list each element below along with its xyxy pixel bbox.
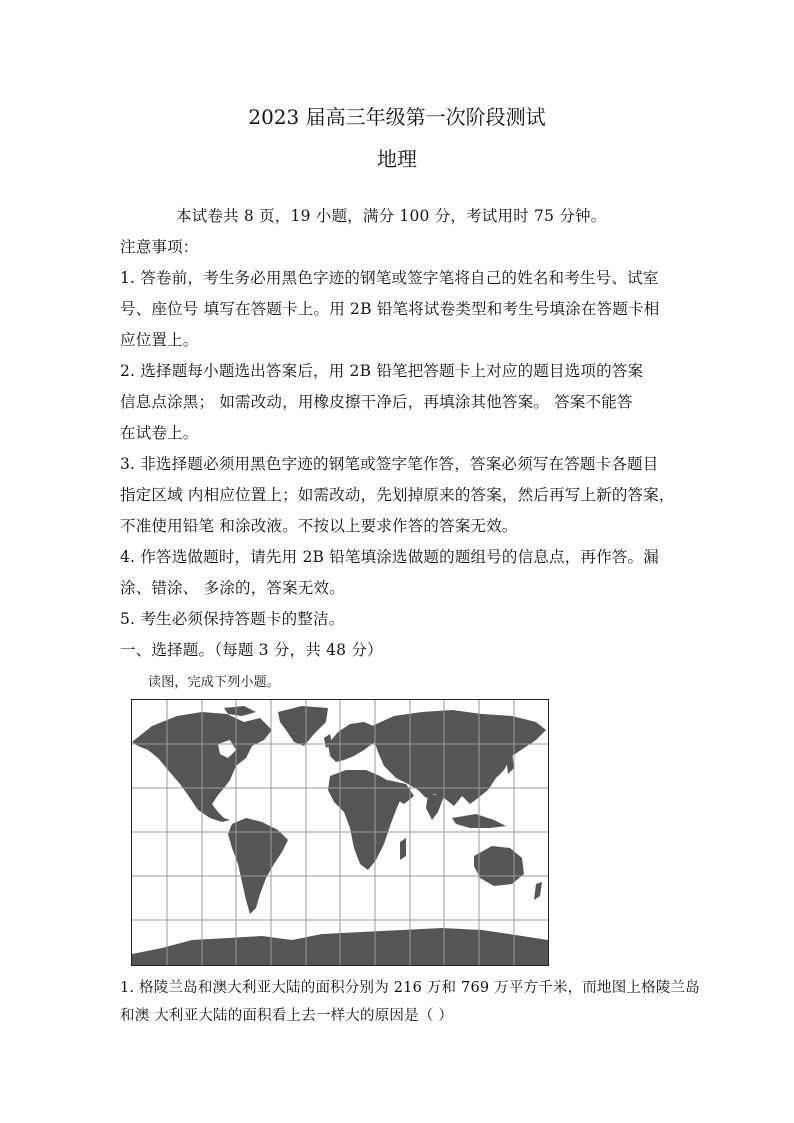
- subject-title: 地理: [377, 147, 417, 171]
- notice-line: 不准使用铅笔 和涂改液。不按以上要求作答的答案无效。: [120, 517, 518, 535]
- notice-line: 1. 答卷前，考生务必用黑色字迹的钢笔或签字笔将自己的姓名和考生号、试室: [120, 269, 659, 287]
- question-1-line-2: 和澳 大利亚大陆的面积看上去一样大的原因是（ ）: [120, 1008, 454, 1024]
- notice-line: 指定区域 内相应位置上；如需改动，先划掉原来的答案，然后再写上新的答案，: [120, 486, 675, 504]
- greenland: [278, 706, 328, 746]
- notice-line: 号、座位号 填写在答题卡上。用 2B 铅笔将试卷类型和考生号填涂在答题卡相: [120, 300, 660, 318]
- notice-line: 涂、错涂、 多涂的，答案无效。: [120, 579, 345, 597]
- mediterranean: [338, 762, 376, 770]
- notice-line: 信息点涂黑； 如需改动，用橡皮擦干净后，再填涂其他答案。 答案不能答: [120, 393, 633, 411]
- notice-line: 5. 考生必须保持答题卡的整洁。: [120, 610, 345, 628]
- section-heading: 一、选择题。（每题 3 分，共 48 分）: [120, 641, 383, 659]
- map-instruction: 读图，完成下列小题。: [148, 675, 281, 690]
- madagascar: [400, 838, 406, 860]
- world-map-svg: [132, 700, 548, 965]
- notice-line: 2. 选择题每小题选出答案后，用 2B 铅笔把答题卡上对应的题目选项的答案: [120, 362, 644, 380]
- world-map: [131, 699, 549, 966]
- exam-intro: 本试卷共 8 页，19 小题，满分 100 分，考试用时 75 分钟。: [176, 207, 607, 225]
- question-1-line-1: 1. 格陵兰岛和澳大利亚大陆的面积分别为 216 万和 769 万平方千米，而地图上格陵兰岛: [120, 980, 700, 996]
- notice-line: 应位置上。: [120, 331, 199, 349]
- notice-heading: 注意事项：: [120, 238, 199, 256]
- notice-line: 在试卷上。: [120, 424, 199, 442]
- new-zealand: [534, 882, 542, 900]
- notice-line: 4. 作答选做题时，请先用 2B 铅笔填涂选做题的题组号的信息点，再作答。漏: [120, 548, 659, 566]
- exam-title: 2023 届高三年级第一次阶段测试: [248, 105, 546, 129]
- australia: [474, 846, 524, 886]
- arctic-islands: [224, 706, 256, 716]
- notice-line: 3. 非选择题必须用黑色字迹的钢笔或签字笔作答，答案必须写在答题卡各题目: [120, 455, 659, 473]
- india: [426, 794, 444, 820]
